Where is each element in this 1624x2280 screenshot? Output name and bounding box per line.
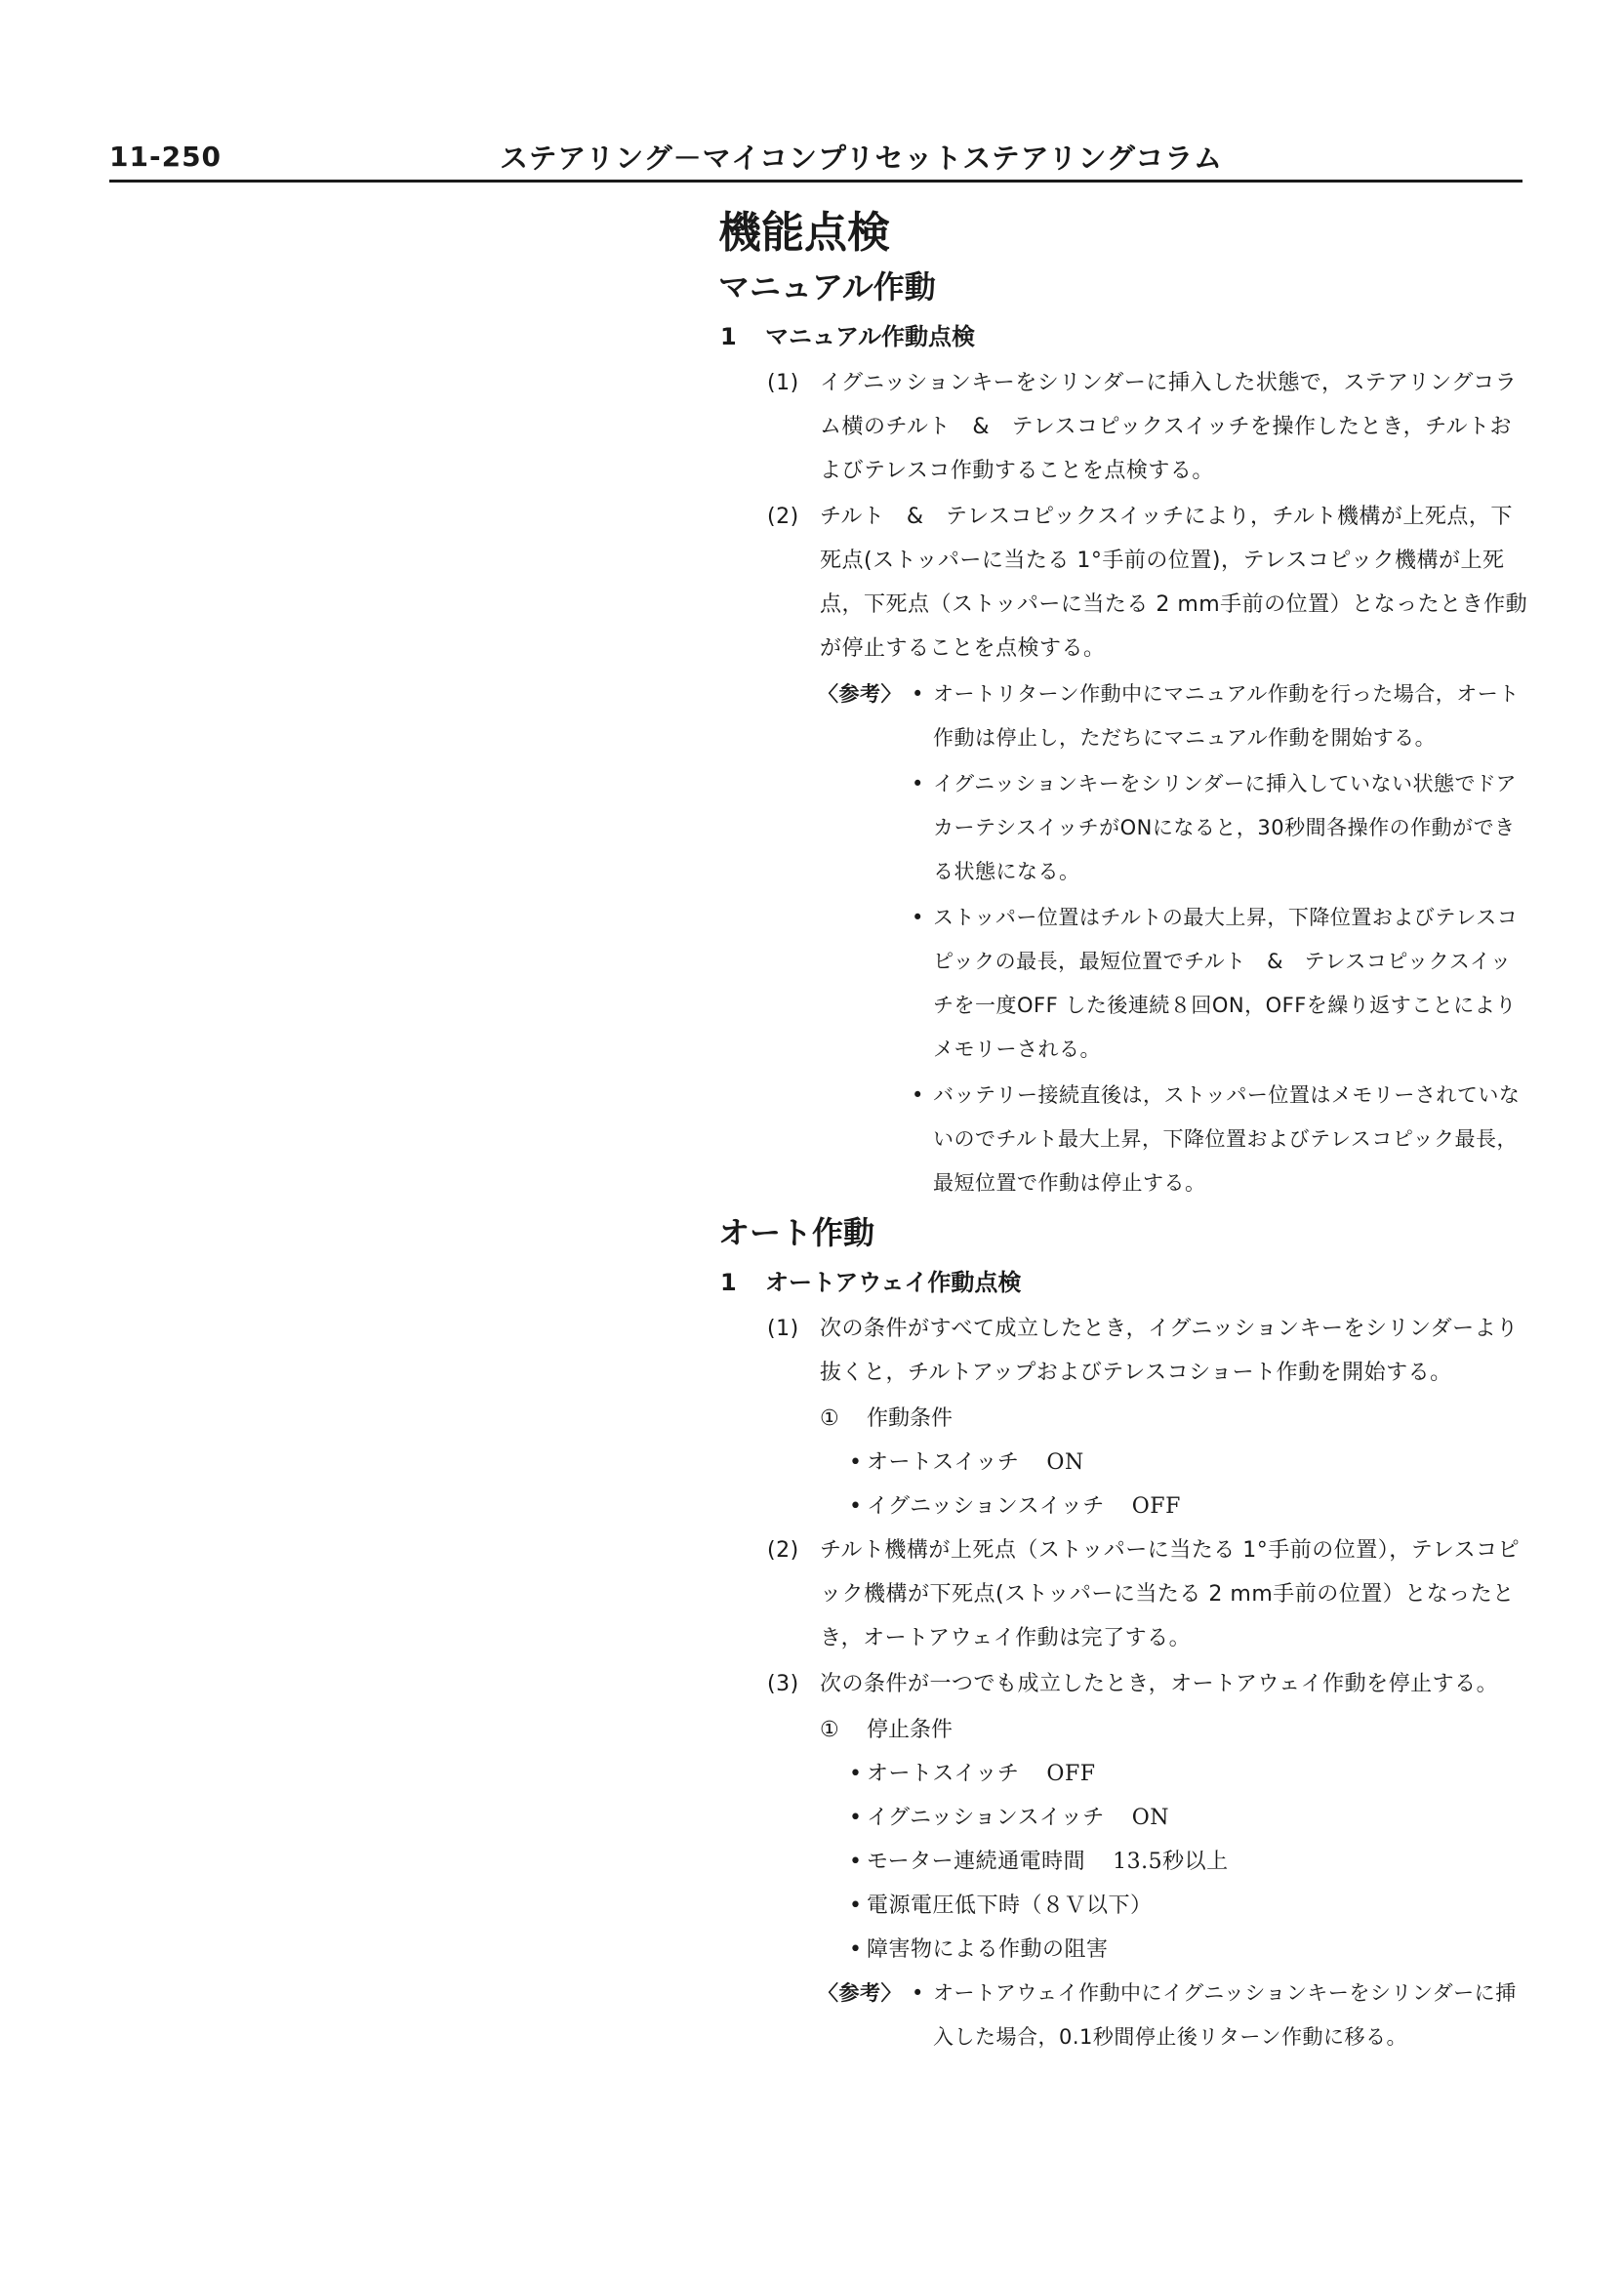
auto-item-2 bbox=[718, 1528, 1528, 1660]
condition-label: モーター連続通電時間 bbox=[867, 1850, 1086, 1874]
condition-item bbox=[718, 1441, 1528, 1485]
reference-item bbox=[912, 762, 1528, 894]
condition-label: オートスイッチ bbox=[867, 1450, 1020, 1475]
bullet-dot: • bbox=[849, 1762, 863, 1786]
condition-item bbox=[718, 1796, 1528, 1840]
reference-label: 〈参考〉 bbox=[818, 1981, 902, 2005]
reference-item bbox=[912, 1972, 1528, 2059]
condition-label: イグニッションスイッチ bbox=[867, 1494, 1105, 1519]
bullet-dot: • bbox=[912, 682, 924, 706]
bullet-dot: • bbox=[849, 1893, 863, 1918]
bullet-dot: • bbox=[849, 1450, 863, 1475]
sub-marker: ① bbox=[820, 1718, 839, 1742]
manual-step-heading bbox=[718, 312, 1528, 361]
auto-item-3 bbox=[718, 1662, 1528, 1706]
auto-reference-note bbox=[718, 1972, 1528, 2059]
condition-item bbox=[718, 1928, 1528, 1972]
condition-value: OFF bbox=[1131, 1494, 1181, 1519]
main-content bbox=[718, 205, 1528, 2061]
item-marker: (2) bbox=[767, 1538, 799, 1563]
step-title: マニュアル作動点検 bbox=[765, 323, 976, 350]
reference-item bbox=[912, 896, 1528, 1072]
bullet-dot: • bbox=[912, 906, 924, 929]
manual-reference-note bbox=[718, 672, 1528, 1205]
condition-label: 電源電圧低下時（８Ｖ以下） bbox=[867, 1893, 1153, 1918]
bullet-dot: • bbox=[849, 1850, 863, 1874]
condition-value: ON bbox=[1131, 1806, 1170, 1830]
auto-step-heading bbox=[718, 1258, 1528, 1307]
reference-text: バッテリー接続直後は，ストッパー位置はメモリーされていないのでチルト最大上昇，下降位置およびテレスコピック最長，最短位置で作動は停止する。 bbox=[933, 1083, 1521, 1195]
bullet-dot: • bbox=[912, 1083, 924, 1107]
item-marker: (2) bbox=[767, 505, 799, 529]
page-header bbox=[109, 133, 1522, 183]
auto-section bbox=[718, 1207, 1528, 2059]
item-text: イグニッションキーをシリンダーに挿入した状態で，ステアリングコラム横のチルト & テレスコピックスイッチを操作したとき，チルトおよびテレスコ作動することを点検する。 bbox=[820, 371, 1518, 483]
manual-item-1 bbox=[718, 361, 1528, 493]
condition-value: OFF bbox=[1046, 1762, 1096, 1786]
item-marker: (3) bbox=[767, 1672, 799, 1696]
sub-title: 作動条件 bbox=[867, 1406, 954, 1431]
step-title: オートアウェイ作動点検 bbox=[765, 1269, 1022, 1296]
condition-label: イグニッションスイッチ bbox=[867, 1806, 1105, 1830]
reference-text: ストッパー位置はチルトの最大上昇，下降位置およびテレスコピックの最長，最短位置でチルト & テレスコピックスイッチを一度OFF した後連続８回ON，OFFを繰り返すことによりメモリーされる。 bbox=[933, 906, 1519, 1061]
reference-text: イグニッションキーをシリンダーに挿入していない状態でドアカーテシスイッチがONになると，30秒間各操作の作動ができる状態になる。 bbox=[933, 772, 1518, 883]
sub-title: 停止条件 bbox=[867, 1718, 954, 1742]
reference-text: オートリターン作動中にマニュアル作動を行った場合，オート作動は停止し，ただちにマニュアル作動を開始する。 bbox=[933, 682, 1520, 750]
condition-label: オートスイッチ bbox=[867, 1762, 1020, 1786]
bullet-dot: • bbox=[849, 1937, 863, 1962]
condition-value: 13.5秒以上 bbox=[1113, 1850, 1229, 1874]
reference-item bbox=[912, 672, 1528, 760]
condition-item bbox=[718, 1752, 1528, 1796]
item-text: 次の条件がすべて成立したとき，イグニッションキーをシリンダーより抜くと，チルトアップおよびテレスコショート作動を開始する。 bbox=[820, 1317, 1519, 1385]
condition-value: ON bbox=[1046, 1450, 1084, 1475]
condition-item bbox=[718, 1884, 1528, 1928]
manual-section bbox=[718, 262, 1528, 1205]
reference-item bbox=[912, 1074, 1528, 1205]
manual-item-2 bbox=[718, 495, 1528, 671]
bullet-dot: • bbox=[912, 1981, 924, 2005]
step-number: 1 bbox=[720, 1269, 737, 1296]
step-number: 1 bbox=[720, 323, 737, 350]
condition-item bbox=[718, 1485, 1528, 1528]
reference-label: 〈参考〉 bbox=[818, 682, 902, 706]
item-marker: (1) bbox=[767, 1317, 799, 1341]
operating-conditions-heading bbox=[718, 1397, 1528, 1441]
auto-heading: オート作動 bbox=[718, 1214, 875, 1251]
item-text: チルト機構が上死点（ストッパーに当たる 1°手前の位置），テレスコピック機構が下死点(ストッパーに当たる 2 mm手前の位置）となったとき，オートアウェイ作動は完了する。 bbox=[820, 1538, 1521, 1650]
item-text: チルト & テレスコピックスイッチにより，チルト機構が上死点，下死点(ストッパーに当たる 1°手前の位置)，テレスコピック機構が上死点，下死点（ストッパーに当たる 2 mm手前の位置）となったとき作動が停止することを点検する。 bbox=[820, 505, 1528, 661]
condition-item bbox=[718, 1840, 1528, 1884]
manual-heading: マニュアル作動 bbox=[718, 268, 936, 305]
page-title: 機能点検 bbox=[718, 208, 890, 258]
condition-label: 障害物による作動の阻害 bbox=[867, 1937, 1109, 1962]
bullet-dot: • bbox=[912, 772, 924, 795]
stop-conditions-heading bbox=[718, 1708, 1528, 1752]
auto-item-1 bbox=[718, 1307, 1528, 1395]
item-marker: (1) bbox=[767, 371, 799, 395]
reference-text: オートアウェイ作動中にイグニッションキーをシリンダーに挿入した場合，0.1秒間停止後リターン作動に移る。 bbox=[933, 1981, 1517, 2049]
bullet-dot: • bbox=[849, 1494, 863, 1519]
page-number: 11-250 bbox=[109, 141, 223, 173]
bullet-dot: • bbox=[849, 1806, 863, 1830]
item-text: 次の条件が一つでも成立したとき，オートアウェイ作動を停止する。 bbox=[820, 1672, 1499, 1696]
running-title: ステアリング－マイコンプリセットステアリングコラム bbox=[500, 142, 1224, 175]
sub-marker: ① bbox=[820, 1406, 839, 1431]
